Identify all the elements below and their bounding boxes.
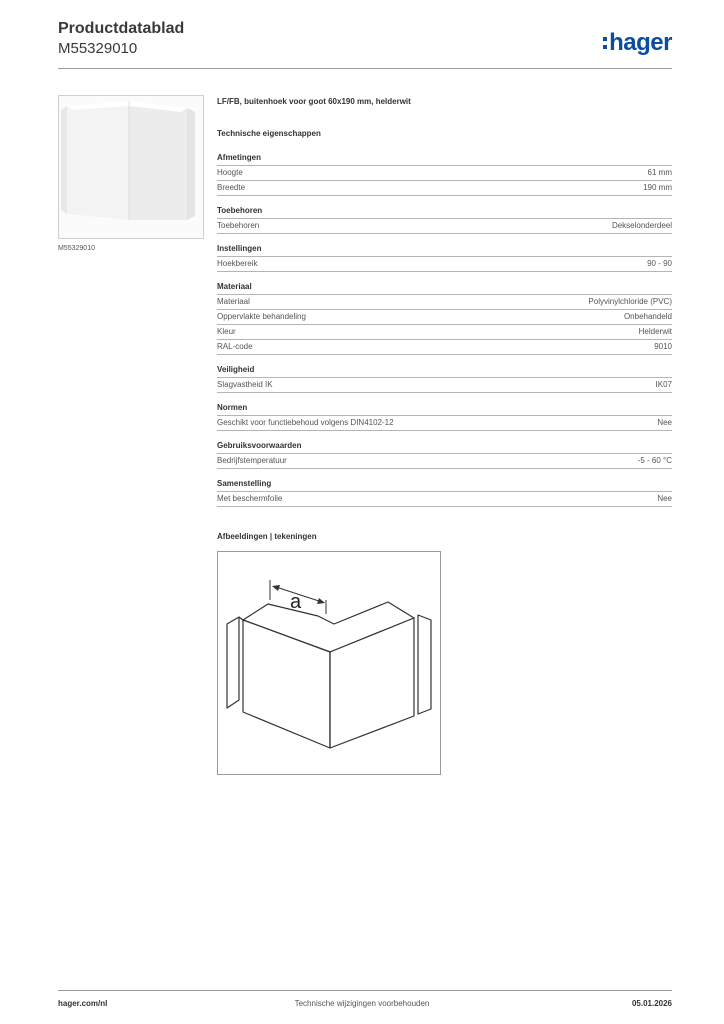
footer-website[interactable]: hager.com/nl [58, 999, 108, 1008]
spec-row [217, 219, 672, 234]
properties-heading: Technische eigenschappen [217, 129, 321, 138]
dimension-label: a [290, 591, 302, 613]
spec-row-value: 61 mm [647, 168, 672, 177]
spec-group-title: Samenstelling [217, 479, 672, 492]
spec-group-title: Materiaal [217, 282, 672, 295]
spec-row-label: Materiaal [217, 297, 250, 306]
spec-row-label: Kleur [217, 327, 236, 336]
spec-row [217, 295, 672, 310]
hager-colon-logo-icon [603, 37, 607, 49]
spec-row [217, 416, 672, 431]
header-divider [58, 68, 672, 69]
spec-row-label: Slagvastheid IK [217, 380, 273, 389]
spec-group-title: Veiligheid [217, 365, 672, 378]
logo-word: hager [609, 29, 672, 56]
spec-row [217, 340, 672, 355]
spec-row-value: Nee [657, 418, 672, 427]
footer-date: 05.01.2026 [631, 999, 672, 1008]
spec-row [217, 378, 672, 393]
spec-group-title: Afmetingen [217, 153, 672, 166]
spec-row [217, 181, 672, 196]
spec-row-label: Met beschermfolie [217, 494, 283, 503]
technical-drawing [217, 551, 441, 775]
spec-group-title: Toebehoren [217, 206, 672, 219]
spec-row-value: Dekselonderdeel [611, 221, 672, 230]
spec-row-label: Breedte [217, 183, 246, 192]
product-description: LF/FB, buitenhoek voor goot 60x190 mm, helderwit [217, 97, 411, 106]
specification-table [217, 97, 672, 507]
footer-disclaimer: Technische wijzigingen voorbehouden [294, 999, 430, 1008]
spec-row-value: 90 - 90 [647, 259, 672, 268]
drawings-heading: Afbeeldingen | tekeningen [217, 532, 317, 541]
hager-logo [603, 30, 672, 56]
page-title: Productdatablad [58, 20, 185, 37]
spec-row [217, 166, 672, 181]
footer-divider [58, 990, 672, 991]
spec-row-value: Onbehandeld [623, 312, 672, 321]
spec-row [217, 257, 672, 272]
spec-row-value: Nee [657, 494, 672, 503]
spec-row-label: Toebehoren [217, 221, 260, 230]
spec-row-label: Hoekbereik [217, 259, 258, 268]
spec-row-label: Oppervlakte behandeling [217, 312, 306, 321]
spec-row [217, 454, 672, 469]
spec-group-title: Gebruiksvoorwaarden [217, 441, 672, 454]
article-number: M55329010 [58, 40, 138, 57]
product-image-caption: M55329010 [58, 245, 95, 252]
product-image [58, 95, 204, 239]
spec-row-value: -5 - 60 °C [637, 456, 672, 465]
spec-row [217, 492, 672, 507]
spec-row-label: Bedrijfstemperatuur [217, 456, 287, 465]
spec-row-label: RAL-code [217, 342, 253, 351]
spec-row [217, 310, 672, 325]
spec-row [217, 325, 672, 340]
spec-row-label: Geschikt voor functiebehoud volgens DIN4102-12 [217, 418, 394, 427]
spec-group-title: Normen [217, 403, 672, 416]
spec-row-value: IK07 [655, 380, 672, 389]
spec-row-value: 9010 [654, 342, 672, 351]
spec-row-value: Polyvinylchloride (PVC) [588, 297, 672, 306]
spec-group-title: Instellingen [217, 244, 672, 257]
spec-groups [217, 153, 672, 507]
spec-row-value: 190 mm [643, 183, 672, 192]
spec-row-value: Helderwit [638, 327, 672, 336]
spec-row-label: Hoogte [217, 168, 243, 177]
